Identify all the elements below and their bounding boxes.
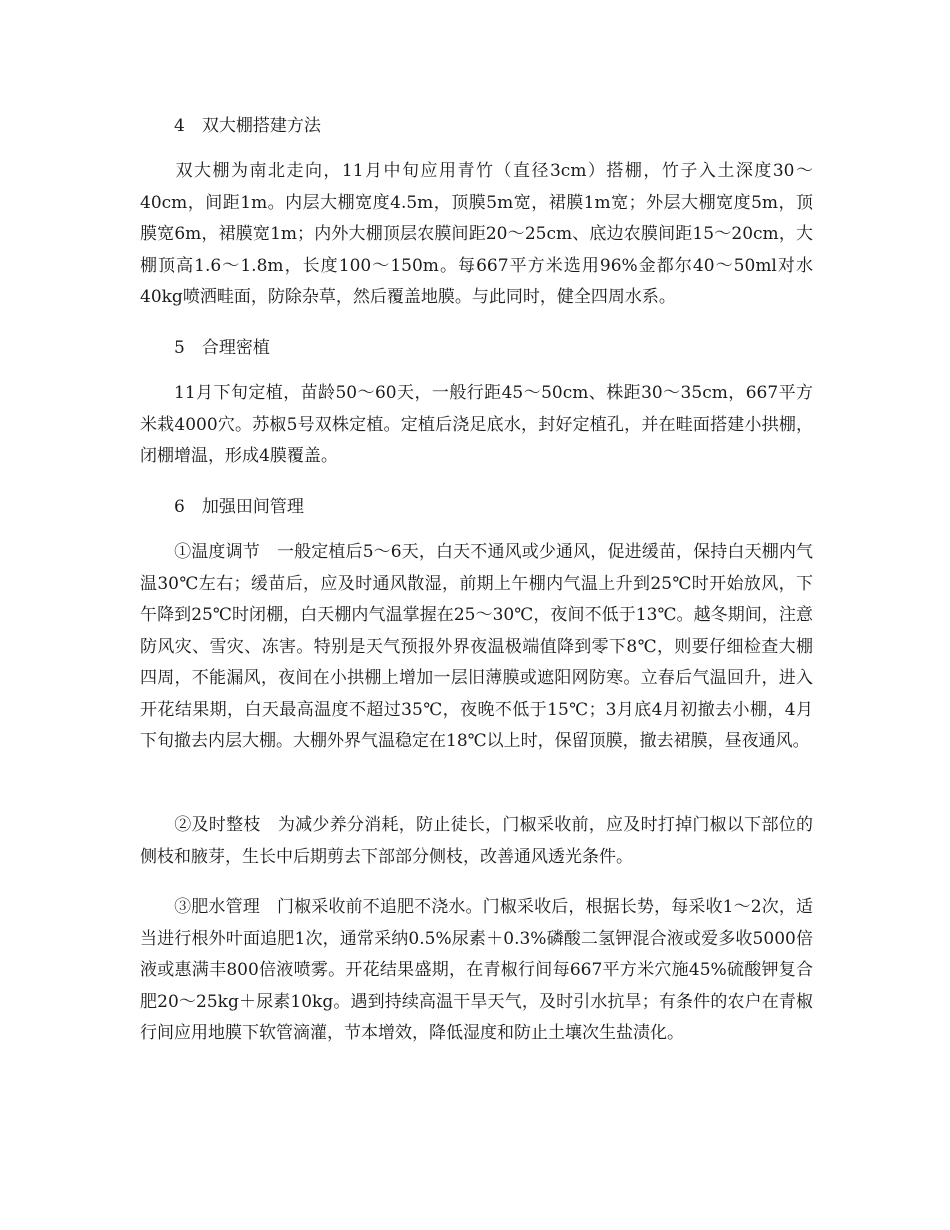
paragraph-greenhouse-construction: 双大棚为南北走向，11月中旬应用青竹（直径3cm）搭棚，竹子入土深度30～40cm，间距1m。内层大棚宽度4.5m，顶膜5m宽，裙膜1m宽；外层大棚宽度5m，顶膜宽6m，裙膜宽1m；内外大棚顶层农膜间距20～25cm、底边农膜间距15～20cm，大棚顶高1.6～1.8m，长度100～150m。每667平方米选用96%金都尔40～50ml对水40kg喷洒畦面，防除杂草，然后覆盖地膜。与此同时，健全四周水系。 [140, 161, 813, 307]
section-heading-6: 6 加强田间管理 [174, 497, 304, 517]
paragraph-fertilizer-water: ③肥水管理 门椒采收前不追肥不浇水。门椒采收后，根据长势，每采收1～2次，适当进行根外叶面追肥1次，通常采纳0.5%尿素＋0.3%磷酸二氢钾混合液或爱多收5000倍液或惠满丰800倍液喷雾。开花结果盛期，在青椒行间每667平方米穴施45%硫酸钾复合肥20～25kg＋尿素10kg。遇到持续高温干旱天气，及时引水抗旱；有条件的农户在青椒行间应用地膜下软管滴灌，节本增效，降低湿度和防止土壤次生盐渍化。 [140, 897, 813, 1043]
section-heading-4: 4 双大棚搭建方法 [174, 116, 321, 136]
section-heading-5: 5 合理密植 [174, 338, 270, 358]
paragraph-pruning: ②及时整枝 为减少养分消耗，防止徒长，门椒采收前，应及时打掉门椒以下部位的侧枝和腋芽，生长中后期剪去下部部分侧枝，改善通风透光条件。 [140, 815, 813, 867]
paragraph-temperature-control: ①温度调节 一般定植后5～6天，白天不通风或少通风，促进缓苗，保持白天棚内气温30℃左右；缓苗后，应及时通风散湿，前期上午棚内气温上升到25℃时开始放风，下午降到25℃时闭棚，白天棚内气温掌握在25～30℃，夜间不低于13℃。越冬期间，注意防风灾、雪灾、冻害。特别是天气预报外界夜温极端值降到零下8℃，则要仔细检查大棚四周，不能漏风，夜间在小拱棚上增加一层旧薄膜或遮阳网防寒。立春后气温回升，进入开花结果期，白天最高温度不超过35℃，夜晚不低于15℃；3月底4月初撤去小棚，4月下旬撤去内层大棚。大棚外界气温稳定在18℃以上时，保留顶膜，撤去裙膜，昼夜通风。 [140, 542, 813, 751]
paragraph-dense-planting: 11月下旬定植，苗龄50～60天，一般行距45～50cm、株距30～35cm，667平方米栽4000穴。苏椒5号双株定植。定植后浇足底水，封好定植孔，并在畦面搭建小拱棚，闭棚增温，形成4膜覆盖。 [140, 383, 813, 466]
